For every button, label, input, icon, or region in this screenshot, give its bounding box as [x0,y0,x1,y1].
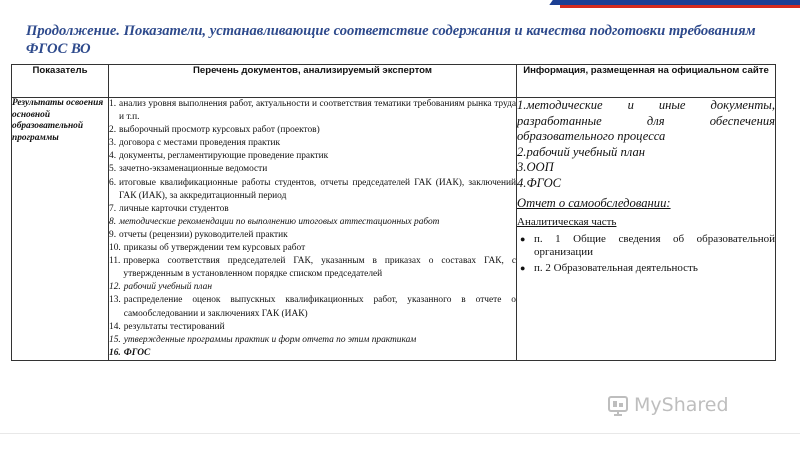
document-number: 8. [109,216,117,227]
analytic-item [517,233,775,259]
website-info-list [517,98,775,191]
documents-cell [109,98,517,361]
document-item [109,321,516,334]
website-info-item [517,160,775,176]
document-item [109,163,516,176]
document-text: рабочий учебный план [123,282,212,293]
document-number: 10. [109,243,121,254]
document-text: приказы об утверждении тем курсовых работ [123,243,306,254]
document-text: договора с местами проведения практик [119,138,281,149]
document-item [109,281,516,294]
document-number: 6. [109,177,117,188]
bullet-icon: ● [520,234,526,244]
document-text: анализ уровня выполнения работ, актуальности и соответствия тематики требованиям рынка труда и т.п. [119,99,516,123]
document-text: выборочный просмотр курсовых работ (проектов) [119,125,320,136]
stripe-cut [517,0,553,8]
document-number: 7. [109,203,117,214]
bottom-line [0,433,800,434]
document-item [109,137,516,150]
document-item [109,255,516,281]
document-number: 4. [109,151,117,162]
website-info-item [517,176,775,192]
document-number: 15. [109,334,121,345]
document-text: личные карточки студентов [119,203,229,214]
document-item [109,347,516,360]
document-item [109,294,516,320]
document-item [109,177,516,203]
slide-title: Продолжение. Показатели, устанавливающие соответствие содержания и качества подготовки требованиям ФГОС ВО [26,23,756,57]
bullet-icon: ● [520,263,526,273]
website-info-item [517,145,775,161]
website-info-text: 1.методические и иные документы, разработанные для обеспечения образовательного процесса [517,98,775,143]
document-item [109,98,516,124]
header-website-info: Информация, размещенная на официальном сайте [517,65,776,98]
indicators-table [11,64,776,361]
document-item [109,150,516,163]
analytic-item-text: п. 1 Общие сведения об образовательной организации [534,233,775,258]
document-text: ФГОС [123,347,151,358]
analytic-title: Аналитическая часть [517,216,617,228]
document-number: 3. [109,138,117,149]
header-documents: Перечень документов, анализируемый экспертом [109,65,517,98]
document-number: 16. [109,347,121,358]
website-info-item [517,98,775,145]
document-item [109,124,516,137]
header-indicator: Показатель [12,65,109,98]
document-item [109,216,516,229]
document-number: 11. [109,256,121,267]
document-number: 14. [109,321,121,332]
indicator-text: Результаты освоения основной образовательной программы [12,98,104,143]
website-info-cell [517,98,776,361]
document-text: отчеты (рецензии) руководителей практик [119,229,288,240]
document-text: проверка соответствия председателей ГАК, указанным в приказах о составах ГАК, с утвержденным в установленном порядке списком председателей [123,256,516,280]
document-text: зачетно-экзаменационные ведомости [119,164,268,175]
document-number: 9. [109,229,117,240]
watermark [608,392,768,418]
analytic-items-list [517,233,775,275]
document-text: распределение оценок выпускных квалификационных работ, указанного в отчете о самообследовании и заключениях ГАК (ИАК) [123,295,516,319]
document-text: итоговые квалификационные работы студентов, отчеты председателей ГАК (ИАК), заключений ГАК (ИАК), за аккредитационный период [119,177,516,201]
document-item [109,229,516,242]
document-text: утвержденные программы практик и форм отчета по этим практикам [123,334,417,345]
website-info-text: 2.рабочий учебный план [517,144,645,159]
document-number: 2. [109,125,117,136]
analytic-item [517,262,775,275]
document-number: 12. [109,282,121,293]
document-number: 13. [109,295,121,306]
document-item [109,203,516,216]
document-number: 5. [109,164,117,175]
document-item [109,334,516,347]
analytic-item-text: п. 2 Образовательная деятельность [534,262,698,274]
document-item [109,242,516,255]
website-info-text: 4.ФГОС [517,175,562,190]
document-text: документы, регламентирующие проведение практик [119,151,329,162]
report-title: Отчет о самообследовании: [517,196,671,210]
top-stripe [0,0,800,12]
watermark-text: MyShared [634,394,729,416]
documents-list [109,98,516,360]
indicator-cell [12,98,109,361]
document-text: результаты тестирований [123,321,225,332]
website-info-text: 3.ООП [517,160,554,174]
stripe-red [560,5,800,8]
table-row [12,98,776,361]
document-number: 1. [109,99,117,109]
table-header-row [12,65,776,98]
myshared-logo-icon [608,394,630,416]
document-text: методические рекомендации по выполнению итоговых аттестационных работ [119,216,440,227]
